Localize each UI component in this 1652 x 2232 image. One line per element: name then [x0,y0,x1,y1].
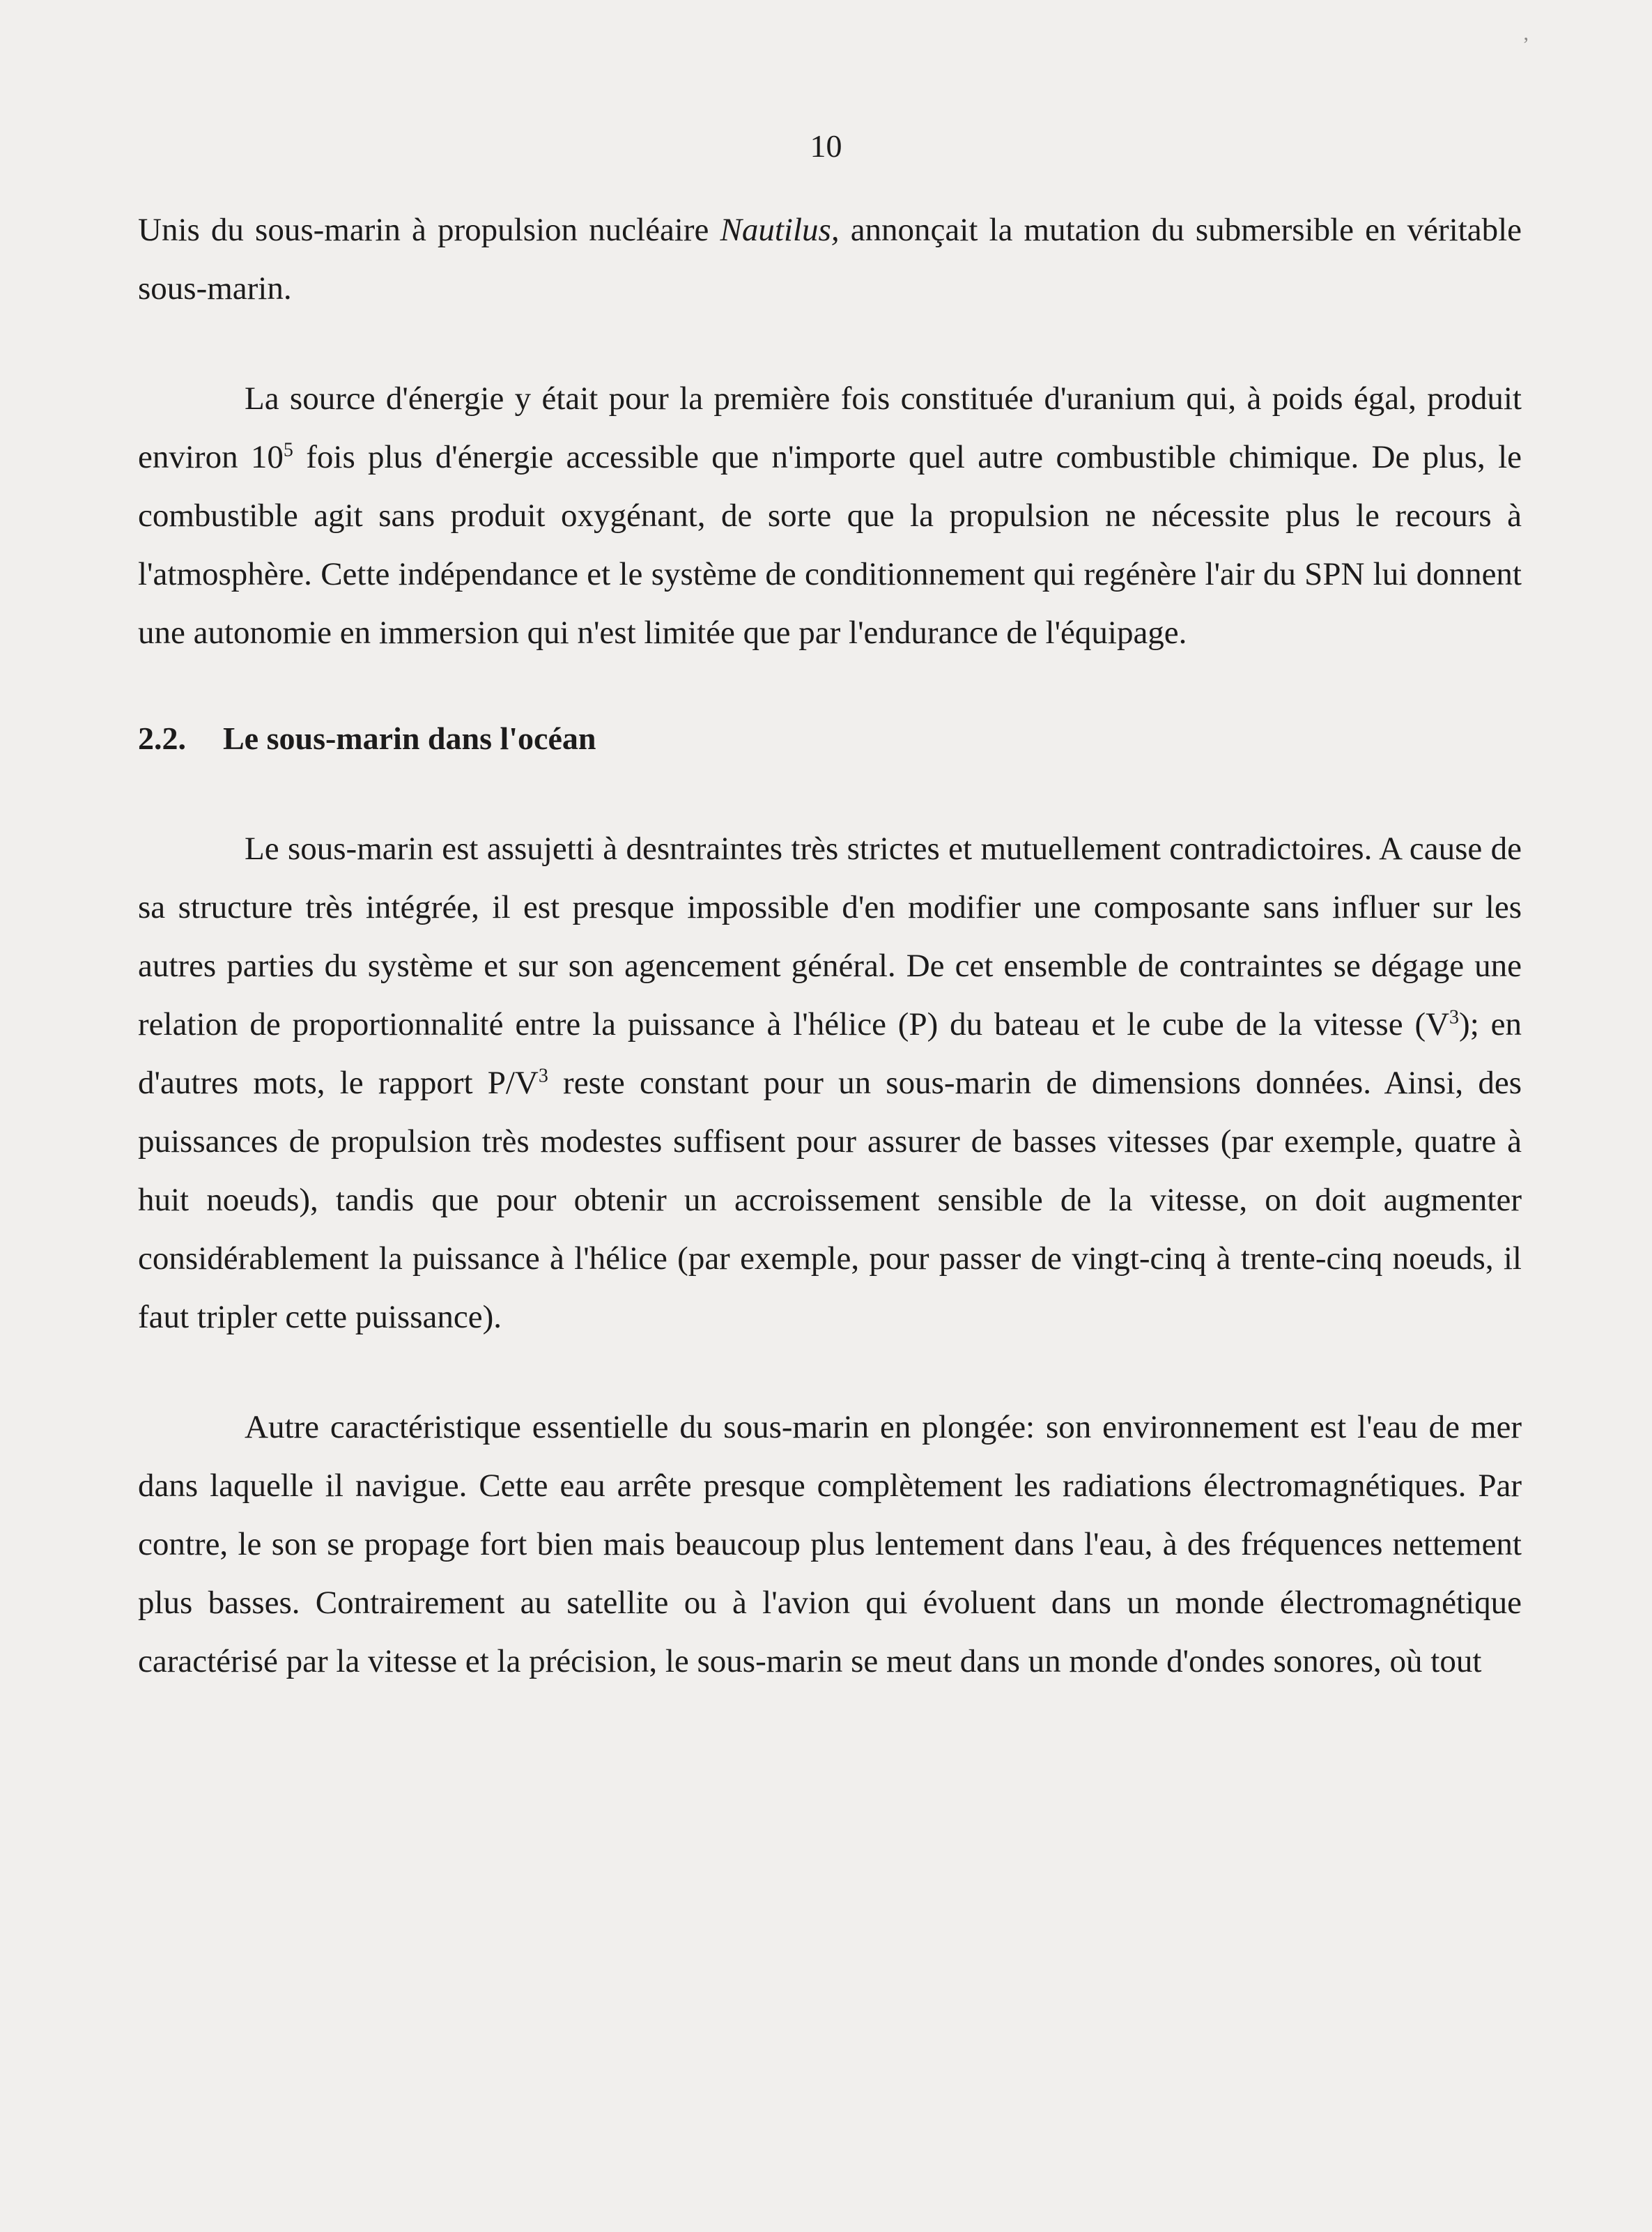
page-number: 10 [810,128,842,164]
spacer [138,1346,1522,1398]
paragraph-3-part-a: Le sous-marin est assujetti à desntraintes très strictes et mutuellement contradictoires. A cause de sa structure très intégrée, il est presque impossible d'en modifier une composante sans influer sur les autres parties du système et sur son agencement général. De cet ensemble de contraintes se dégage une relation de proportionnalité entre la puissance à l'hélice (P) du bateau et le cube de la vitesse (V [138,831,1522,1042]
paragraph-3-part-c: reste constant pour un sous-marin de dimensions données. Ainsi, des puissances de propulsion très modestes suffisent pour assurer de basses vitesses (par exemple, quatre à huit noeuds), tandis que pour obtenir un accroissement sensible de la vitesse, on doit augmenter considérablement la puissance à l'hélice (par exemple, pour passer de vingt-cinq à trente-cinq noeuds, il faut tripler cette puissance). [138,1065,1522,1335]
paragraph-3-part-b: ); en d'autres mots, le rapport P/V [138,1006,1522,1101]
paragraph-1-part-b: annonçait la mutation du submersible en véritable sous-marin. [138,212,1522,307]
paragraph-1 [138,201,1522,318]
body-text [138,201,1522,1691]
section-title: Le sous-marin dans l'océan [223,721,596,756]
spacer [138,318,1522,369]
section-number: 2.2. [138,721,186,756]
spacer [138,662,1522,709]
paragraph-4: Autre caractéristique essentielle du sous-marin en plongée: son environnement est l'eau de mer dans laquelle il navigue. Cette eau arrête presque complètement les radiations électromagnétiques. Par contre, le son se propage fort bien mais beaucoup plus lentement dans l'eau, à des fréquences nettement plus basses. Contrairement au satellite ou à l'avion qui évoluent dans un monde électromagnétique caractérisé par la vitesse et la précision, le sous-marin se meut dans un monde d'ondes sonores, où tout [138,1409,1522,1679]
paragraph-2-part-b: fois plus d'énergie accessible que n'importe quel autre combustible chimique. De plus, le combustible agit sans produit oxygénant, de sorte que la propulsion ne nécessite plus le recours à l'atmosphère. Cette indépendance et le système de conditionnement qui regénère l'air du SPN lui donnent une autonomie en immersion qui n'est limitée que par l'endurance de l'équipage. [138,439,1522,651]
paragraph-2 [138,369,1522,662]
paragraph-2-part-a: La source d'énergie y était pour la première fois constituée d'uranium qui, à poids égal, produit environ 10 [138,380,1522,475]
nautilus-title: Nautilus, [720,212,840,248]
spacer [138,768,1522,819]
paragraph-1-part-a: Unis du sous-marin à propulsion nucléaire [138,212,720,248]
exponent: 3 [538,1065,548,1087]
paragraph-3 [138,819,1522,1346]
section-heading [138,709,1522,768]
exponent: 5 [283,439,293,461]
stray-mark: ʼ [1522,33,1529,56]
exponent: 3 [1449,1006,1460,1029]
